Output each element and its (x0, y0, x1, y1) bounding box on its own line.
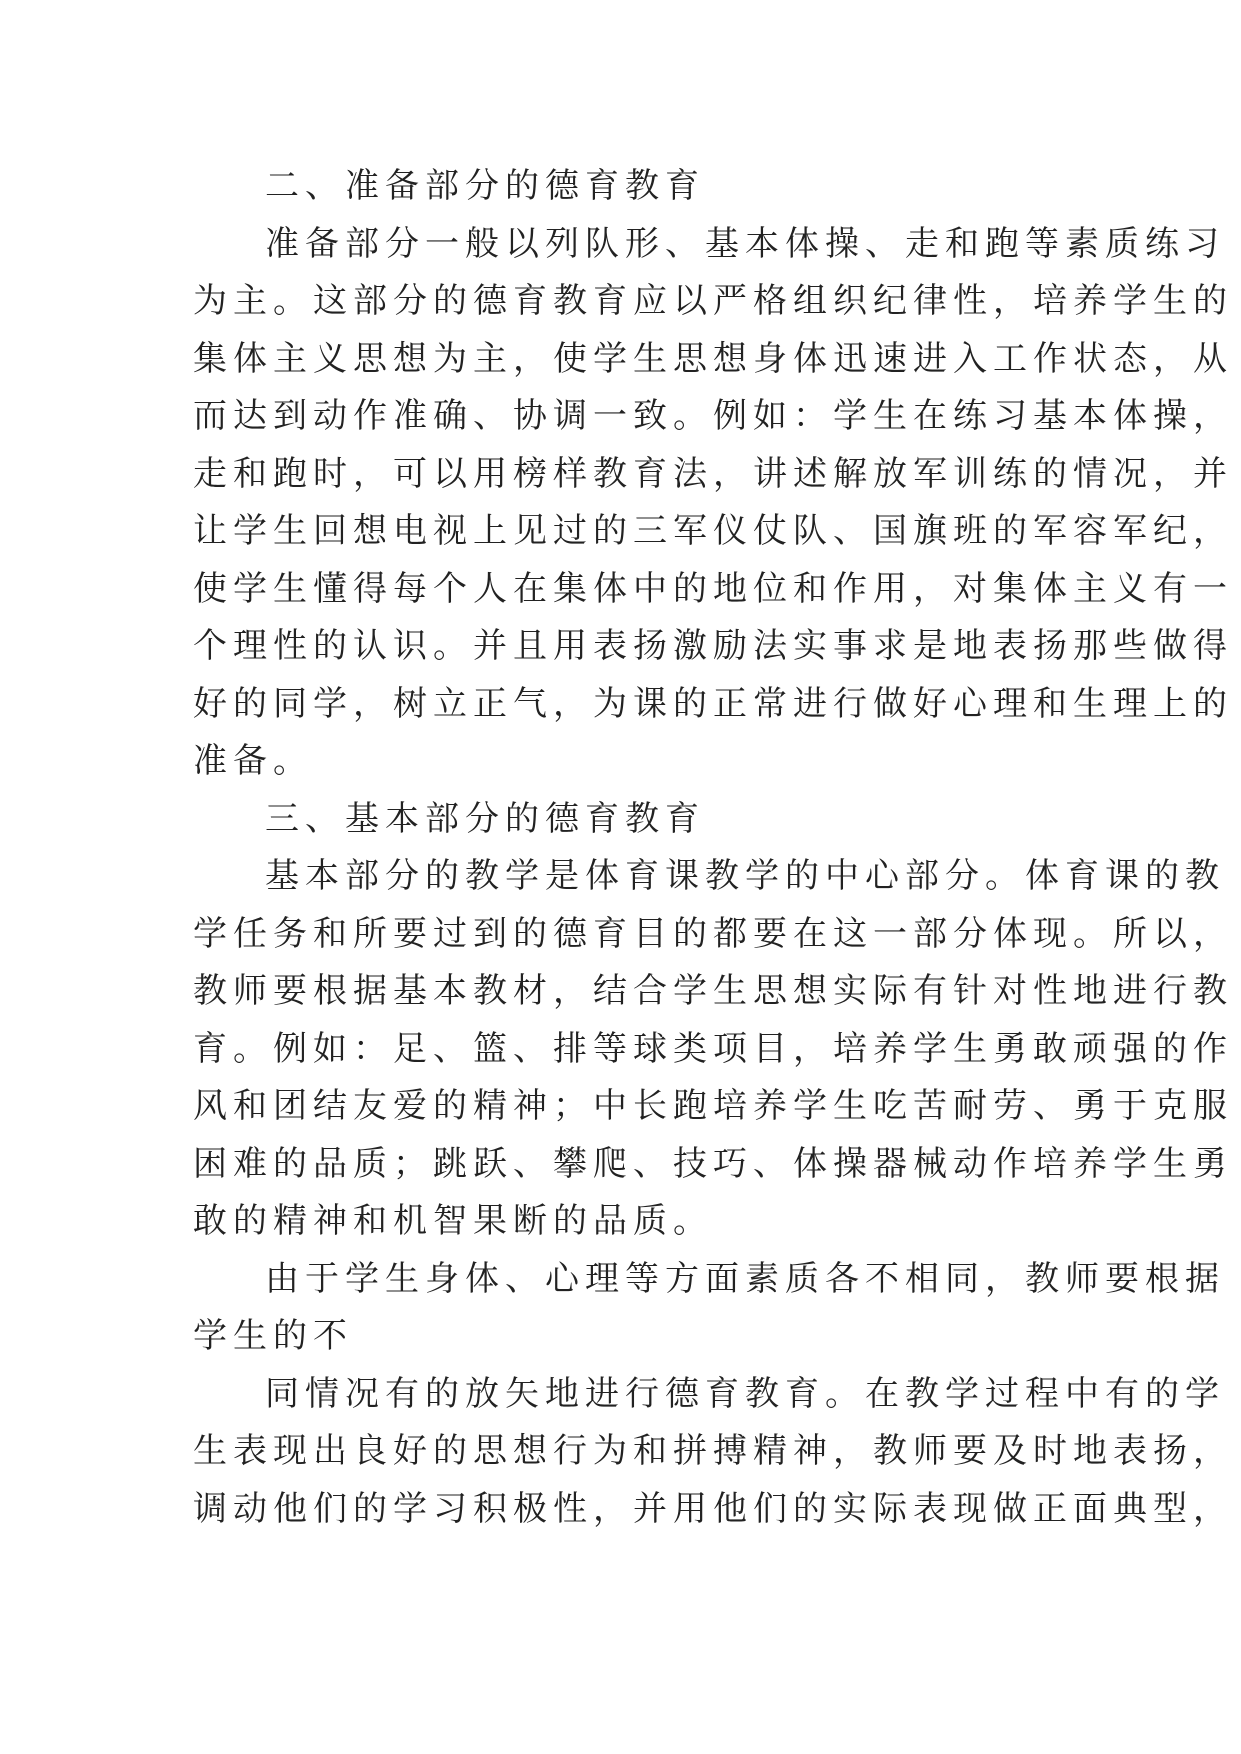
section-heading: 三、基本部分的德育教育 (265, 798, 705, 839)
section-heading: 二、准备部分的德育教育 (265, 166, 705, 206)
paragraph-line: 生表现出良好的思想行为和拼搏精神，教师要及时地表扬， (193, 1431, 1233, 1471)
paragraph-line: 使学生懂得每个人在集体中的地位和作用，对集体主义有一 (193, 568, 1233, 609)
paragraph-line: 风和团结友爱的精神；中长跑培养学生吃苦耐劳、勇于克服 (193, 1086, 1233, 1126)
paragraph-line: 育。例如：足、篮、排等球类项目，培养学生勇敢顽强的作 (193, 1028, 1233, 1069)
paragraph-line: 准备部分一般以列队形、基本体操、走和跑等素质练习 (265, 223, 1225, 264)
paragraph-line: 集体主义思想为主，使学生思想身体迅速进入工作状态，从 (193, 338, 1233, 379)
paragraph-line: 为主。这部分的德育教育应以严格组织纪律性，培养学生的 (193, 281, 1233, 321)
paragraph-line: 而达到动作准确、协调一致。例如：学生在练习基本体操， (193, 396, 1233, 436)
paragraph-line: 个理性的认识。并且用表扬激励法实事求是地表扬那些做得 (193, 626, 1233, 666)
paragraph-line: 好的同学，树立正气，为课的正常进行做好心理和生理上的 (193, 683, 1233, 724)
paragraph-line: 走和跑时，可以用榜样教育法，讲述解放军训练的情况，并 (193, 453, 1233, 494)
paragraph-line: 同情况有的放矢地进行德育教育。在教学过程中有的学 (265, 1373, 1225, 1414)
paragraph-line: 让学生回想电视上见过的三军仪仗队、国旗班的军容军纪， (193, 511, 1233, 551)
paragraph-line: 调动他们的学习积极性，并用他们的实际表现做正面典型， (193, 1488, 1233, 1529)
paragraph-line: 学生的不 (193, 1316, 353, 1356)
paragraph-line: 敢的精神和机智果断的品质。 (193, 1201, 713, 1241)
document-body (193, 158, 1233, 1538)
paragraph-line: 学任务和所要过到的德育目的都要在这一部分体现。所以， (193, 913, 1233, 954)
paragraph-line: 准备。 (193, 741, 313, 781)
paragraph-line: 困难的品质；跳跃、攀爬、技巧、体操器械动作培养学生勇 (193, 1143, 1233, 1184)
paragraph-line: 由于学生身体、心理等方面素质各不相同，教师要根据 (265, 1258, 1225, 1299)
paragraph-line: 基本部分的教学是体育课教学的中心部分。体育课的教 (265, 856, 1225, 896)
paragraph-line: 教师要根据基本教材，结合学生思想实际有针对性地进行教 (193, 971, 1233, 1011)
